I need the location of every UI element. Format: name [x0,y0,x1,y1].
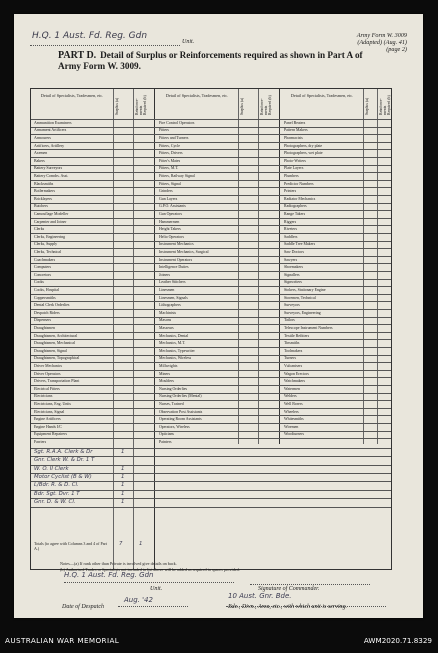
specialist-cell: Computers [34,265,52,270]
col-rule [113,89,114,569]
specialist-cell: Joiners [159,272,171,277]
handwritten-entry: Gnr. D. & W. Cl. [34,499,76,506]
row-rule [31,507,391,508]
specialist-cell: Riggers [284,219,297,224]
specialist-cell: Intelligence Duties [159,265,189,270]
specialist-cell: Fire Control Operators [159,120,195,125]
specialist-cell: Vulcanisers [284,364,303,368]
specialist-cell: Armourers [34,136,51,140]
specialist-cell: Operators, Wireless [159,424,190,429]
col-header-surplus-3: Surplus (a) [365,97,369,115]
col-header-detail-2: Detail of Specialists, Tradesmen, etc. [165,93,229,98]
specialist-cell: Dental Clerk Orderlies [34,303,70,308]
specialist-cell: Despatch Riders [34,310,60,315]
specialist-cell: Electricians, Eng. Units [34,402,71,406]
specialist-cell: Panel Beaters [284,120,306,125]
specialist-cell: Tinsmiths [284,341,300,346]
specialist-cell: Mechanics, Typewriter [159,348,195,353]
specialist-cell: Engine Artificers [34,417,61,422]
specialist-cell: Turners [284,356,296,361]
specialist-cell: Watchmakers [284,379,306,384]
totals-reinforcements: 1 [139,541,143,547]
specialist-cell: Plumbers [284,174,299,178]
specialist-cell: Lithographers [159,303,181,308]
specialist-cell: Boilermakers [34,189,55,194]
col-header-detail-1: Detail of Specialists, Tradesmen, etc. [40,93,104,98]
specialist-cell: Mechanics, Dental [159,333,189,338]
specialist-cell: Whitesmiths [284,417,304,422]
specialist-cell: Instrument Mechanics, Surgical [159,250,209,254]
specialist-cell: Photographers, dry plate [284,143,323,148]
specialist-cell: Height Takers [159,227,181,232]
row-rule [31,498,391,499]
specialist-cell: Riveters [284,227,297,232]
specialist-cell: Surveyors, Engineering [284,310,321,315]
part-label: PART D. [58,50,97,61]
specialist-cell: Camouflage Modeller [34,212,69,216]
specialist-cell: Observation Post Assistants [159,409,203,414]
specialist-cell: Wagon Erectors [284,371,309,376]
specialist-cell: Concretors [34,272,52,277]
specialist-cell: Artificers, Artillery [34,143,65,148]
specialist-cell: Range Takers [284,212,306,216]
specialist-cell: Textile Refitters [284,333,310,338]
specialist-cell: Ammunition Examiners [34,120,72,125]
specialist-cell: Pharmacists [284,136,303,140]
note-b: (b) Authorised Trades or Specialists not included in list above will be added as required in spaces provided. [60,567,240,572]
specialist-cell: Blacksmiths [34,181,54,186]
specialist-cell: Predictor Numbers [284,181,314,186]
specialist-cell: Painters [159,440,172,444]
specialist-cell: Battery Comdrs. Asst. [34,174,69,178]
page-title [58,50,378,72]
specialist-cell: Leather Stitchers [159,280,186,285]
specialist-cell: Saw Doctors [284,250,304,254]
specialist-cell: Draughtsmen, Topographical [34,356,80,361]
footer-institution: AUSTRALIAN WAR MEMORIAL [5,636,120,645]
handwritten-entry: Sgt. R.A.A. Clerk & Dr [34,448,93,455]
specialist-cell: G.P.O. Assistants [159,204,186,209]
handwritten-surplus: 1 [121,499,125,506]
specialist-cell: Saddlers [284,234,298,239]
form-adapted: (Adapted) (Aug. 41) [357,39,407,47]
specialist-cell: Wheelers [284,409,299,414]
specialist-cell: Bakers [34,158,45,163]
specialist-cell: Fitters, Drivers [159,151,183,156]
form-name: Army Form W. 3009 [356,32,407,39]
specialist-cell: Fitters, M.T. [159,166,179,171]
row-rule [31,465,391,466]
specialist-cell: Miners [159,371,171,376]
specialist-cell: Axemen [34,151,48,156]
specialist-cell: Drivers, Transportation Plant [34,379,80,384]
specialist-cell: Engine Hands I/C [34,424,62,429]
specialist-cell: Cooks [34,280,44,285]
handwritten-surplus: 1 [121,465,125,472]
totals-surplus: 7 [119,541,123,547]
specialist-cell: Linesmen [159,288,175,292]
specialist-cell: Bricklayers [34,196,52,201]
specialist-cell: Machinists [159,310,177,315]
specialist-cell: Instrument Operators [159,257,193,262]
commander-sign-line [250,576,370,585]
specialist-cell: Battery Surveyors [34,166,63,171]
specialist-cell: Nurses, Trained [159,402,184,406]
specialist-cell: Farriers [34,440,47,444]
totals-label: Totals (to agree with Columns 3 and 4 of Part A.) [34,541,107,551]
handwritten-entry: Bdr. Sgt. Dvr. 1 T [34,490,80,497]
specialists-table [30,88,392,570]
unit-sign-label: Unit. [150,586,163,592]
specialist-cell: Hammermen [159,219,180,224]
handwritten-surplus: 1 [121,448,125,455]
footer-bar [0,626,438,653]
specialist-cell: Coppersmiths [34,295,56,300]
specialist-cell: Clerks, Technical [34,250,62,254]
col-rule [133,89,134,569]
specialist-cell: Draughtsmen, Mechanical [34,341,76,346]
handwritten-surplus: 1 [121,490,125,497]
specialist-cell: Millwrights [159,364,178,368]
specialist-cell: Opticians [159,432,174,437]
unit-label: Unit. [182,39,195,45]
specialist-cell: Electricians [34,394,53,399]
col-header-surplus-1: Surplus (a) [115,97,119,115]
specialist-cell: Driver Operators [34,371,61,376]
specialist-cell: Telescope Instrument Numbers [284,326,333,330]
specialist-cell: Saddle Tree Makers [284,242,316,247]
specialist-cell: Armament Artificers [34,128,67,133]
unit-sign-handwritten: H.Q. 1 Aust. Fd. Reg. Gdn [64,571,154,579]
specialist-cell: Butchers [34,204,48,209]
specialist-cell: Draughtsmen, Signal [34,348,67,353]
specialist-cell: Tailors [284,318,295,323]
specialist-cell: Fitters, Cycle [159,143,180,148]
col-rule [154,89,155,569]
specialist-cell: Gun Layers [159,196,178,201]
handwritten-entry: Gnr. Clerk W. & Dr. 1 T [34,457,95,464]
commander-sign-label: Signature of Commander. [258,586,320,592]
despatch-date-handwritten: Aug. '42 [124,596,153,604]
title-text: Detail of Surplus or Reinforcements required as shown in Part A of Army Form W. 3009. [58,50,363,71]
specialist-cell: Driver Mechanics [34,364,62,368]
service-handwritten: 10 Aust. Gnr. Bde. [228,592,292,600]
row-rule [31,481,391,482]
row-rule [31,490,391,491]
handwritten-entry: Motor Cyclist (B & W) [34,474,92,480]
specialist-cell: Welders [284,394,297,399]
specialist-cell: Signallers [284,272,300,277]
specialist-cell: Helio Operators [159,234,184,239]
handwritten-surplus: 1 [121,474,125,480]
specialist-cell: Fitters, Signal [159,181,181,186]
handwritten-entry: W. O. II Clerk [34,465,69,472]
specialist-cell: Surveyors [284,303,300,308]
specialist-cell: Clerks [34,227,45,232]
specialist-cell: Photo-Writers [284,158,306,163]
specialist-cell: Dispensers [34,318,52,323]
col-header-surplus-2: Surplus (a) [240,97,244,115]
specialist-cell: Operating Room Assistants [159,417,202,422]
specialist-cell: Fitters, Railway Signal [159,174,195,178]
specialist-cell: Linesmen, Signals [159,295,188,300]
form-page: (page 2) [386,46,407,54]
specialist-cell: Electrical Fitters [34,386,60,391]
service-label: Bde., Divn., Area, etc., with which unit is serving. [228,604,347,610]
specialist-cell: Mechanics, Wireless [159,356,192,361]
specialist-cell: Gun Operators [159,212,183,216]
handwritten-entry: L/Bdr. R. & D. Cl. [34,482,79,489]
specialist-cell: Pattern Makers [284,128,308,133]
specialist-cell: Fitter's Mates [159,158,181,163]
specialist-cell: Clerks, Supply [34,242,58,247]
specialist-cell: Masseurs [159,326,174,330]
handwritten-surplus: 1 [121,482,125,489]
specialist-cell: Nursing Orderlies (Mental) [159,394,202,399]
specialist-cell: Masons [159,318,172,323]
specialist-cell: Photographers, wet plate [284,151,323,156]
specialist-cell: Wiremen [284,424,299,429]
specialist-cell: Well Borers [284,402,303,406]
specialist-cell: Electricians, Signal [34,409,65,414]
specialist-cell: Nursing Orderlies [159,386,187,391]
specialist-cell: Toolmakers [284,348,303,353]
specialist-cell: Fitters [159,128,169,133]
specialist-cell: Carpenter and Joiner [34,219,67,224]
specialist-cell: Woodturners [284,432,304,437]
specialist-cell: Clerks, Engineering [34,234,66,239]
col-header-reinf-1: Reinforce-ments Required (b) [135,95,147,115]
specialist-cell: Grinders [159,189,173,194]
col-header-reinf-2: Reinforce-ments Required (b) [260,95,272,115]
specialist-cell: Coachmakers [34,257,56,262]
footer-accession: AWM2020.71.8329 [363,636,432,645]
despatch-date-label: Date of Despatch [62,604,104,610]
specialist-cell: Mechanics, M.T. [159,341,186,346]
specialist-cell: Moulders [159,379,174,384]
specialist-cell: Plate Layers [284,166,304,171]
specialist-cell: Fitters and Turners [159,136,189,140]
specialist-cell: Signwriters [284,280,302,285]
note-a: Notes—(a) If rank other than Private is involved give details on back. [60,561,177,566]
specialist-cell: Printers [284,189,297,194]
unit-handwritten: H.Q. 1 Aust. Fd. Reg. Gdn [32,31,148,41]
specialist-cell: Radiographers [284,204,307,209]
specialist-cell: Draughtsmen [34,326,55,330]
specialist-cell: Draughtsmen, Architectural [34,333,78,338]
specialist-cell: Instrument Mechanics [159,242,194,247]
specialist-cell: Sawyers [284,257,298,262]
specialist-cell: Storemen, Technical [284,295,316,300]
specialist-cell: Radiator Mechanics [284,196,316,201]
col-header-reinf-3: Reinforce-ments Required (b) [379,95,391,115]
specialist-cell: Shoemakers [284,265,304,270]
specialist-cell: Cooks, Hospital [34,288,60,292]
specialist-cell: Stokers, Stationary Engine [284,288,326,292]
specialist-cell: Equipment Repairers [34,432,67,437]
specialist-cell: Watermen [284,386,300,391]
col-header-detail-3: Detail of Specialists, Tradesmen, etc. [290,93,354,98]
